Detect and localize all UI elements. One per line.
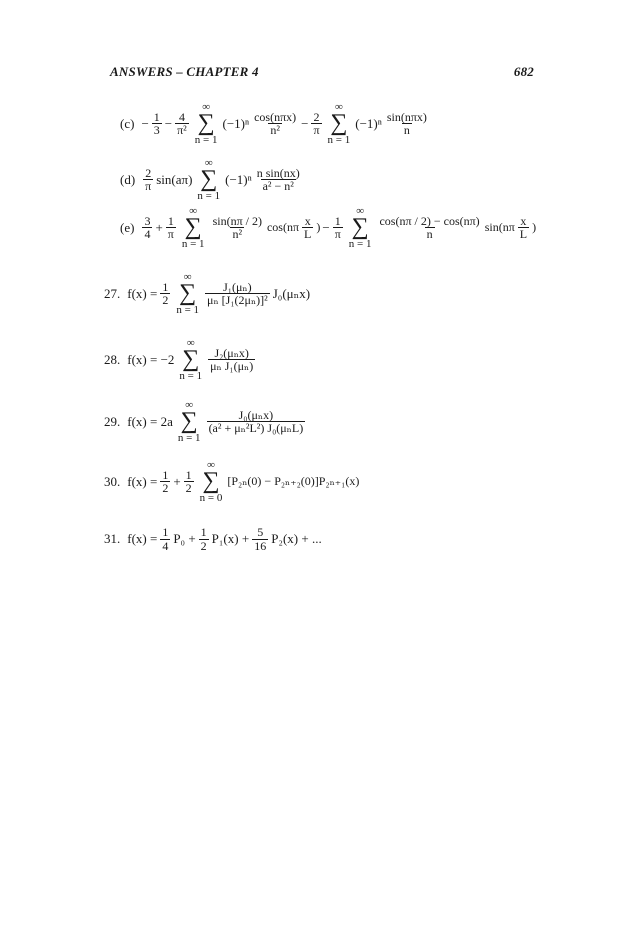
fraction: [208, 347, 255, 373]
numerator: J₀(μₙx): [238, 407, 274, 422]
fraction: [142, 215, 152, 241]
lower-limit: n = 1: [177, 431, 201, 444]
sigma: ∑: [197, 110, 215, 136]
term: P₁(x) +: [211, 531, 250, 547]
numerator: 2: [313, 109, 320, 124]
equation-31: [104, 526, 323, 552]
equation-label: 29.: [104, 413, 121, 429]
summation: [197, 158, 220, 202]
sigma: ∑: [180, 408, 198, 434]
numerator: J₂(μₙx): [214, 345, 249, 360]
term: (−1)ⁿ: [222, 115, 250, 131]
denominator: 16: [254, 538, 267, 553]
denominator: (a² + μₙ²L²) J₀(μₙL): [208, 421, 304, 436]
denominator: 4: [162, 538, 169, 553]
term: P₂(x) + ...: [271, 531, 322, 547]
denominator: L: [304, 227, 312, 242]
lower-limit: n = 1: [197, 189, 221, 202]
upper-limit: ∞: [185, 399, 194, 411]
denominator: μₙ J₁(μₙ): [210, 359, 254, 374]
denominator: a² − n²: [262, 179, 294, 194]
summation: [200, 460, 223, 504]
fraction: [160, 281, 170, 307]
fraction: [211, 215, 264, 241]
operator: −: [322, 219, 330, 235]
numerator: 4: [178, 109, 185, 124]
numerator: cos(nπ / 2) − cos(nπ): [379, 213, 480, 228]
term: ): [532, 220, 537, 235]
lower-limit: n = 1: [327, 133, 351, 146]
lower-limit: n = 1: [194, 133, 218, 146]
denominator: μₙ [J₁(2μₙ)]²: [207, 293, 268, 308]
denominator: 2: [162, 293, 169, 308]
sigma: ∑: [182, 346, 200, 372]
term: f(x) =: [127, 285, 158, 301]
term: P₀ +: [173, 531, 196, 547]
term: f(x) = 2a: [127, 413, 173, 429]
equation-label: (e): [120, 219, 135, 235]
equation-c: [120, 102, 431, 146]
equation-27: [104, 272, 311, 316]
upper-limit: ∞: [334, 101, 343, 113]
fraction: [252, 111, 298, 137]
page-number: 682: [513, 64, 534, 79]
denominator: n: [426, 227, 433, 242]
sigma: ∑: [202, 468, 220, 494]
denominator: 3: [153, 123, 160, 138]
equation-label: (c): [120, 115, 135, 131]
denominator: 2: [162, 481, 169, 496]
denominator: n²: [270, 123, 280, 138]
page-header: [110, 64, 534, 84]
equation-label: 27.: [104, 285, 121, 301]
fraction: [160, 469, 170, 495]
term: f(x) =: [127, 473, 158, 489]
fraction: [302, 215, 313, 241]
denominator: 2: [185, 481, 192, 496]
fraction: [207, 409, 306, 435]
summation: [179, 338, 202, 382]
chapter-title: ANSWERS – CHAPTER 4: [110, 64, 259, 79]
equation-e: [120, 206, 537, 250]
term: J₀(μₙx): [272, 285, 311, 301]
operator: −: [301, 115, 309, 131]
numerator: 1: [162, 467, 169, 482]
summation: [195, 102, 218, 146]
term: f(x) =: [127, 531, 158, 547]
fraction: [205, 281, 270, 307]
numerator: x: [304, 213, 311, 228]
numerator: x: [520, 213, 527, 228]
term: f(x) = −2: [127, 351, 175, 367]
sigma: ∑: [351, 214, 369, 240]
equation-label: 31.: [104, 531, 121, 547]
numerator: 1: [153, 109, 160, 124]
equation-29: [104, 400, 307, 444]
sigma: ∑: [330, 110, 348, 136]
fraction: [199, 526, 209, 552]
equation-label: 28.: [104, 351, 121, 367]
numerator: 1: [185, 467, 192, 482]
numerator: 1: [334, 213, 341, 228]
summation: [182, 206, 205, 250]
lower-limit: n = 1: [176, 303, 200, 316]
numerator: 1: [167, 213, 174, 228]
denominator: 2: [200, 538, 207, 553]
operator: +: [155, 219, 163, 235]
summation: [328, 102, 351, 146]
numerator: sin(nπ / 2): [212, 213, 262, 228]
summation: [178, 400, 201, 444]
operator: −: [164, 115, 173, 131]
denominator: π: [145, 179, 152, 194]
denominator: 4: [144, 227, 151, 242]
denominator: π²: [177, 123, 187, 138]
numerator: 1: [200, 525, 207, 539]
fraction: [311, 111, 321, 137]
numerator: cos(nπx): [254, 109, 297, 124]
lower-limit: n = 1: [181, 237, 205, 250]
denominator: π: [334, 227, 341, 242]
term: sin(aπ): [156, 171, 193, 187]
upper-limit: ∞: [183, 271, 192, 283]
upper-limit: ∞: [189, 205, 198, 217]
fraction: [252, 526, 268, 552]
equation-label: 30.: [104, 473, 121, 489]
upper-limit: ∞: [204, 157, 213, 169]
fraction: [166, 215, 176, 241]
numerator: 1: [162, 279, 169, 294]
denominator: L: [519, 227, 528, 242]
sigma: ∑: [179, 280, 197, 306]
upper-limit: ∞: [207, 459, 215, 471]
sigma: ∑: [184, 214, 202, 240]
upper-limit: ∞: [202, 101, 211, 113]
term: cos(nπ: [266, 220, 300, 235]
numerator: 3: [144, 213, 151, 228]
fraction: [160, 526, 170, 552]
denominator: π: [313, 123, 320, 138]
term: ): [316, 220, 321, 235]
upper-limit: ∞: [356, 205, 365, 217]
fraction: [518, 215, 529, 241]
denominator: n: [403, 123, 410, 138]
lower-limit: n = 0: [199, 491, 223, 504]
numerator: sin(nπx): [386, 109, 427, 124]
fraction: [143, 167, 153, 193]
fraction: [175, 111, 189, 137]
denominator: π: [167, 227, 174, 242]
equation-label: (d): [120, 171, 136, 187]
fraction: [152, 111, 162, 137]
fraction: [255, 167, 302, 193]
operator: −: [141, 115, 149, 131]
fraction: [385, 111, 429, 137]
denominator: n²: [232, 227, 243, 242]
numerator: 1: [162, 525, 169, 539]
equation-28: [104, 338, 257, 382]
lower-limit: n = 1: [348, 237, 372, 250]
numerator: J₁(μₙ): [223, 279, 252, 294]
lower-limit: n = 1: [179, 369, 203, 382]
term: (−1)ⁿ: [355, 115, 382, 131]
numerator: 5: [257, 525, 264, 539]
numerator: n sin(nx): [256, 165, 300, 180]
fraction: [333, 215, 343, 241]
term: sin(nπ: [484, 220, 515, 235]
summation: [349, 206, 372, 250]
fraction: [184, 469, 194, 495]
equation-30: [104, 460, 360, 504]
fraction: [377, 215, 481, 241]
equation-d: [120, 158, 304, 202]
operator: +: [173, 473, 181, 489]
term: (−1)ⁿ: [225, 171, 252, 187]
numerator: 2: [145, 165, 152, 180]
sigma: ∑: [200, 166, 218, 192]
term: [P₂ₙ(0) − P₂ₙ₊₂(0)]P₂ₙ₊₁(x): [227, 474, 360, 489]
summation: [176, 272, 199, 316]
upper-limit: ∞: [186, 337, 195, 349]
